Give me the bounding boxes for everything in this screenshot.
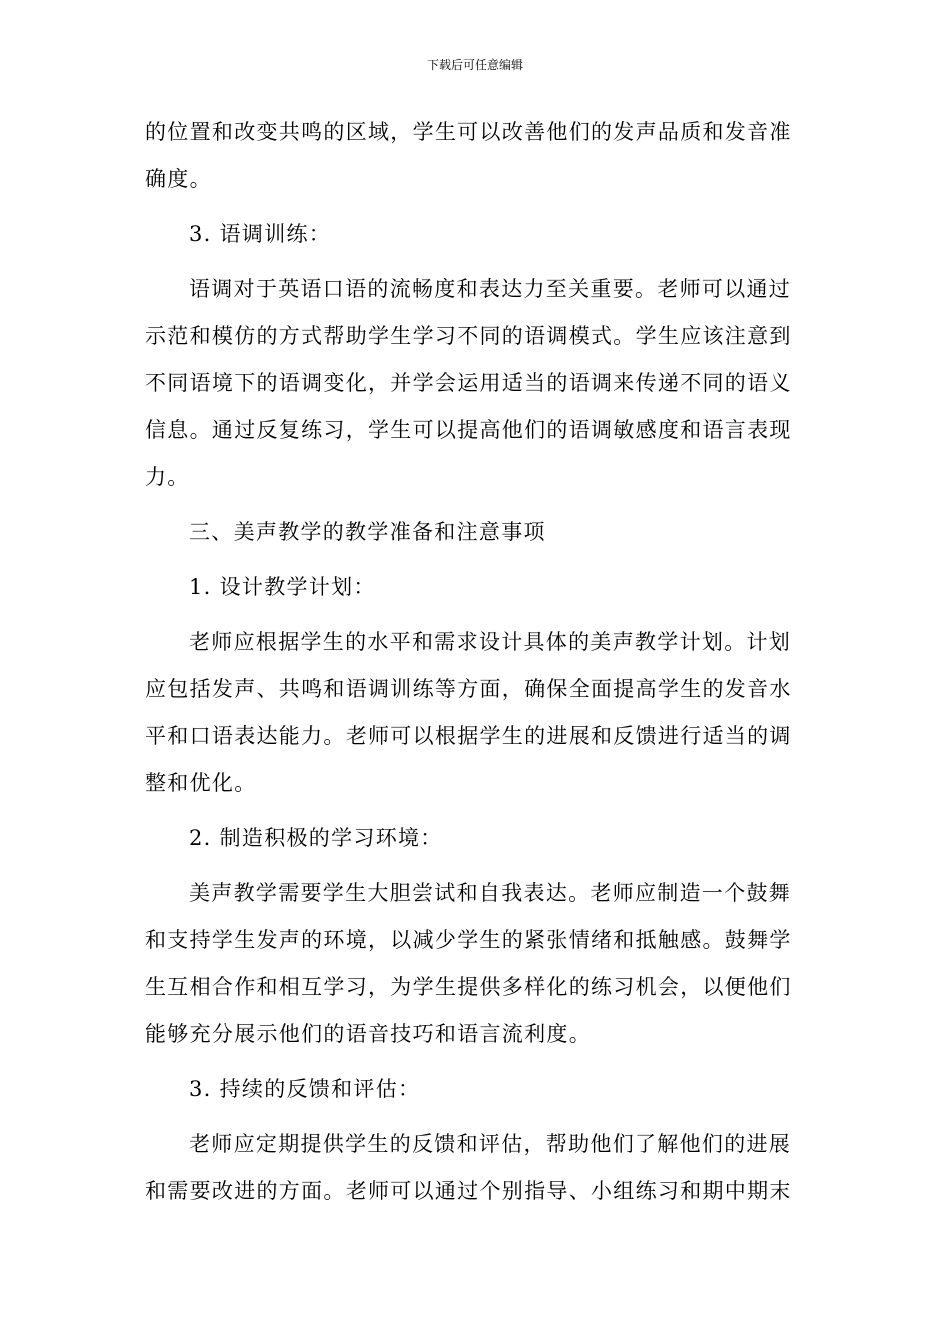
section-heading bbox=[145, 815, 805, 862]
text-line: 不同语境下的语调变化，并学会运用适当的语调来传递不同的语义 bbox=[145, 371, 792, 395]
text-line: 老师应定期提供学生的反馈和评估，帮助他们了解他们的进展 bbox=[189, 1132, 792, 1156]
paragraph bbox=[145, 619, 805, 807]
paragraph-continuation bbox=[145, 109, 805, 203]
document-body bbox=[145, 109, 805, 1215]
text-line: 老师应根据学生的水平和需求设计具体的美声教学计划。计划 bbox=[189, 630, 792, 654]
section-heading bbox=[145, 1066, 805, 1113]
heading-line: 2. 制造积极的学习环境： bbox=[189, 826, 443, 850]
page-header: 下载后可任意编辑 bbox=[426, 58, 523, 72]
heading-line: 3. 语调训练： bbox=[189, 222, 332, 246]
text-line: 的位置和改变共鸣的区域，学生可以改善他们的发声品质和发音准 bbox=[145, 120, 792, 144]
text-line: 平和口语表达能力。老师可以根据学生的进展和反馈进行适当的调 bbox=[145, 724, 792, 748]
text-line: 确度。 bbox=[145, 167, 212, 191]
heading-line: 1. 设计教学计划： bbox=[189, 575, 376, 599]
section-heading bbox=[145, 564, 805, 611]
text-line: 信息。通过反复练习，学生可以提高他们的语调敏感度和语言表现 bbox=[145, 418, 792, 442]
paragraph bbox=[145, 1121, 805, 1215]
text-line: 应包括发声、共鸣和语调训练等方面，确保全面提高学生的发音水 bbox=[145, 677, 792, 701]
text-line: 生互相合作和相互学习，为学生提供多样化的练习机会，以便他们 bbox=[145, 975, 792, 999]
section-heading bbox=[145, 211, 805, 258]
section-title bbox=[145, 509, 805, 556]
text-line: 语调对于英语口语的流畅度和表达力至关重要。老师可以通过 bbox=[189, 277, 792, 301]
text-line: 示范和模仿的方式帮助学生学习不同的语调模式。学生应该注意到 bbox=[145, 324, 792, 348]
heading-line: 三、美声教学的教学准备和注意事项 bbox=[189, 520, 546, 544]
text-line: 力。 bbox=[145, 465, 190, 489]
text-line: 和需要改进的方面。老师可以通过个别指导、小组练习和期中期末 bbox=[145, 1179, 792, 1203]
text-line: 美声教学需要学生大胆尝试和自我表达。老师应制造一个鼓舞 bbox=[189, 881, 792, 905]
heading-line: 3. 持续的反馈和评估： bbox=[189, 1077, 421, 1101]
text-line: 整和优化。 bbox=[145, 771, 257, 795]
text-line: 和支持学生发声的环境，以减少学生的紧张情绪和抵触感。鼓舞学 bbox=[145, 928, 792, 952]
paragraph bbox=[145, 266, 805, 501]
text-line: 能够充分展示他们的语音技巧和语言流利度。 bbox=[145, 1022, 591, 1046]
paragraph bbox=[145, 870, 805, 1058]
